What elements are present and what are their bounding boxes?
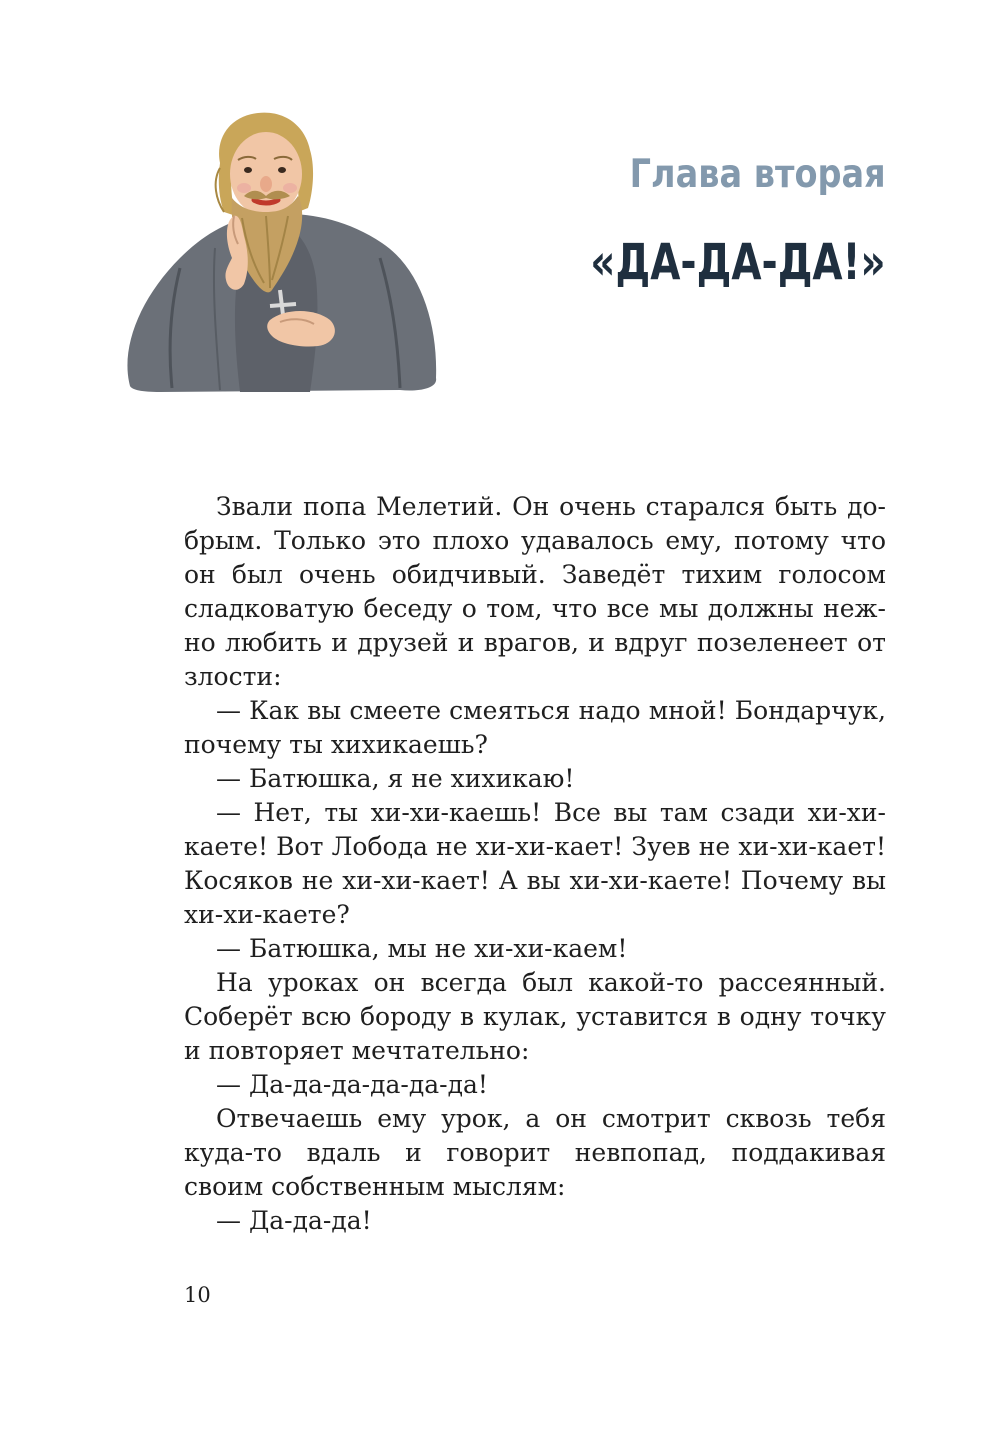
paragraph: — Как вы смеете смеяться надо мной! Бондарчук, почему ты хихикаешь? [184,696,886,759]
chapter-number: Глава вторая [630,152,886,197]
paragraph: — Да-да-да! [216,1206,372,1235]
paragraph: — Батюшка, мы не хи-хи-каем! [216,934,628,963]
page-number: 10 [184,1283,211,1307]
priest-illustration [120,108,440,398]
chapter-title: «ДА-ДА-ДА!» [590,233,886,291]
paragraph: Отвечаешь ему урок, а он смотрит сквозь тебя куда-то вдаль и говорит невпопад, поддакивая своим собственным мыслям: [184,1104,886,1201]
paragraph: На уроках он всегда был какой-то рассеянный. Соберёт всю бороду в кулак, уставится в одну точку и повторяет мечтательно: [184,968,886,1065]
paragraph: — Нет, ты хи-хи-каешь! Все вы там сзади хи-хи-каете! Вот Лобода не хи-хи-кает! Зуев не хи-хи-кает! Косяков не хи-хи-кает! А вы хи-хи-каете! Почему вы хи-хи-каете? [184,798,886,929]
paragraph: Звали попа Мелетий. Он очень старался быть добрым. Только это плохо удавалось ему, потому что он был очень обидчивый. Заведёт тихим голосом сладковатую беседу о том, что все мы должны нежно любить и друзей и врагов, и вдруг позеленеет от злости: [184,492,886,691]
paragraph: — Да-да-да-да-да-да! [216,1070,488,1099]
paragraph: — Батюшка, я не хихикаю! [216,764,575,793]
text-body [184,490,886,1238]
